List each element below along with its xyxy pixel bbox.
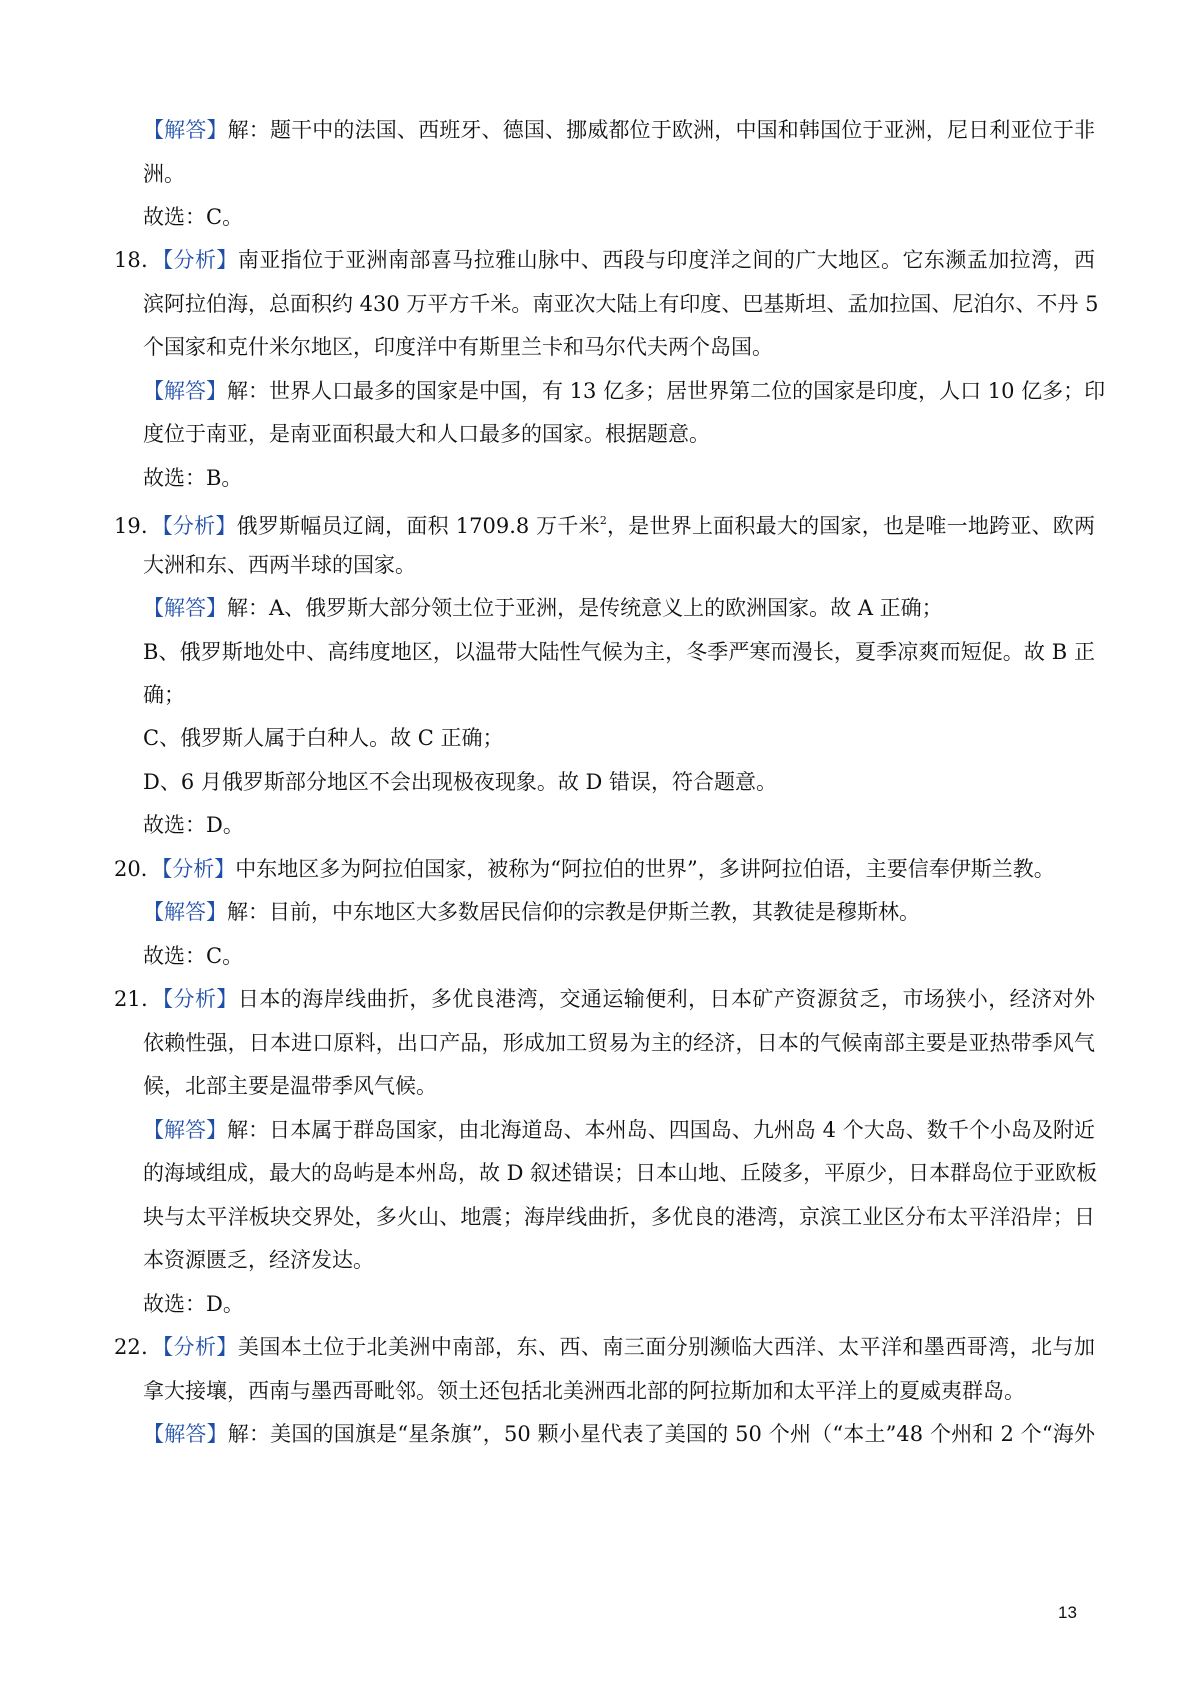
text-line: 故选：B。 — [143, 466, 243, 490]
text-line: 【解答】解：A、俄罗斯大部分领土位于亚洲，是传统意义上的欧洲国家。故 A 正确； — [143, 596, 943, 620]
question-20-line: 20．【分析】中东地区多为阿拉伯国家，被称为“阿拉伯的世界”，多讲阿拉伯语，主要信奉伊斯兰教。 — [114, 857, 1055, 881]
analysis-tag: 【分析】 — [162, 1335, 238, 1359]
text-line: 故选：D。 — [143, 813, 244, 837]
question-number: 22． — [114, 1335, 163, 1359]
text-line: 洲。 — [143, 162, 185, 186]
question-18-line: 18．【分析】南亚指位于亚洲南部喜马拉雅山脉中、西段与印度洋之间的广大地区。它东濒孟加拉湾，西 — [114, 248, 1096, 272]
question-number: 21． — [114, 987, 163, 1011]
text-line: 故选：C。 — [143, 944, 244, 968]
text-line: 【解答】解：日本属于群岛国家，由北海道岛、本州岛、四国岛、九州岛 4 个大岛、数千个小岛及附近 — [143, 1118, 1096, 1142]
analysis-tag: 【分析】 — [161, 857, 236, 881]
answer-tag: 【解答】 — [143, 1118, 228, 1142]
text-line: 度位于南亚，是南亚面积最大和人口最多的国家。根据题意。 — [143, 422, 710, 446]
question-number: 19． — [114, 514, 163, 538]
superscript: 2 — [599, 514, 607, 527]
question-22-line: 22．【分析】美国本土位于北美洲中南部，东、西、南三面分别濒临大西洋、太平洋和墨西哥湾，北与加 — [114, 1335, 1096, 1359]
text-line: 本资源匮乏，经济发达。 — [143, 1248, 374, 1272]
text-line: 块与太平洋板块交界处，多火山、地震；海岸线曲折，多优良的港湾，京滨工业区分布太平洋沿岸；日 — [143, 1205, 1095, 1229]
analysis-tag: 【分析】 — [162, 987, 238, 1011]
text-line: C、俄罗斯人属于白种人。故 C 正确； — [143, 726, 504, 750]
text-line: 拿大接壤，西南与墨西哥毗邻。领土还包括北美洲西北部的阿拉斯加和太平洋上的夏威夷群岛。 — [143, 1379, 1025, 1403]
analysis-tag: 【分析】 — [162, 248, 238, 272]
text-line: 个国家和克什米尔地区，印度洋中有斯里兰卡和马尔代夫两个岛国。 — [143, 335, 773, 359]
page-number: 13 — [1058, 1603, 1077, 1622]
answer-tag: 【解答】 — [143, 118, 228, 142]
text-line: 候，北部主要是温带季风气候。 — [143, 1074, 437, 1098]
text-line: B、俄罗斯地处中、高纬度地区，以温带大陆性气候为主，冬季严寒而漫长，夏季凉爽而短促。故 B 正 — [143, 640, 1095, 664]
answer-tag: 【解答】 — [143, 379, 227, 403]
text-line: 【解答】解：题干中的法国、西班牙、德国、挪威都位于欧洲，中国和韩国位于亚洲，尼日利亚位于非 — [143, 118, 1096, 142]
text-line: 【解答】解：世界人口最多的国家是中国，有 13 亿多；居世界第二位的国家是印度，人口 10 亿多；印 — [143, 379, 1106, 403]
text-line: 依赖性强，日本进口原料，出口产品，形成加工贸易为主的经济，日本的气候南部主要是亚热带季风气 — [143, 1031, 1095, 1055]
answer-tag: 【解答】 — [143, 1422, 228, 1446]
text-line: 的海域组成，最大的岛屿是本州岛，故 D 叙述错误；日本山地、丘陵多，平原少，日本群岛位于亚欧板 — [143, 1161, 1098, 1185]
text-line: D、6 月俄罗斯部分地区不会出现极夜现象。故 D 错误，符合题意。 — [143, 770, 778, 794]
question-21-line: 21．【分析】日本的海岸线曲折，多优良港湾，交通运输便利，日本矿产资源贫乏，市场狭小，经济对外 — [114, 987, 1096, 1011]
text-line: 【解答】解：美国的国旗是“星条旗”，50 颗小星代表了美国的 50 个州（“本土”48 个州和 2 个“海外 — [143, 1422, 1095, 1446]
text-line: 故选：D。 — [143, 1292, 244, 1316]
answer-tag: 【解答】 — [143, 900, 227, 924]
analysis-tag: 【分析】 — [162, 514, 237, 538]
text-line: 确； — [143, 683, 185, 707]
question-19-line: 19．【分析】俄罗斯幅员辽阔，面积 1709.8 万千米$^2$，是世界上面积最大的国家，也是唯一地跨亚、欧两 — [114, 514, 1095, 538]
text-line: 滨阿拉伯海，总面积约 430 万平方千米。南亚次大陆上有印度、巴基斯坦、孟加拉国、尼泊尔、不丹 5 — [143, 292, 1099, 316]
question-number: 18． — [114, 248, 163, 272]
text-line: 故选：C。 — [143, 205, 244, 229]
question-number: 20． — [114, 857, 162, 881]
text-line: 【解答】解：目前，中东地区大多数居民信仰的宗教是伊斯兰教，其教徒是穆斯林。 — [143, 900, 920, 924]
answer-tag: 【解答】 — [143, 596, 227, 620]
text-line: 大洲和东、西两半球的国家。 — [143, 553, 416, 577]
